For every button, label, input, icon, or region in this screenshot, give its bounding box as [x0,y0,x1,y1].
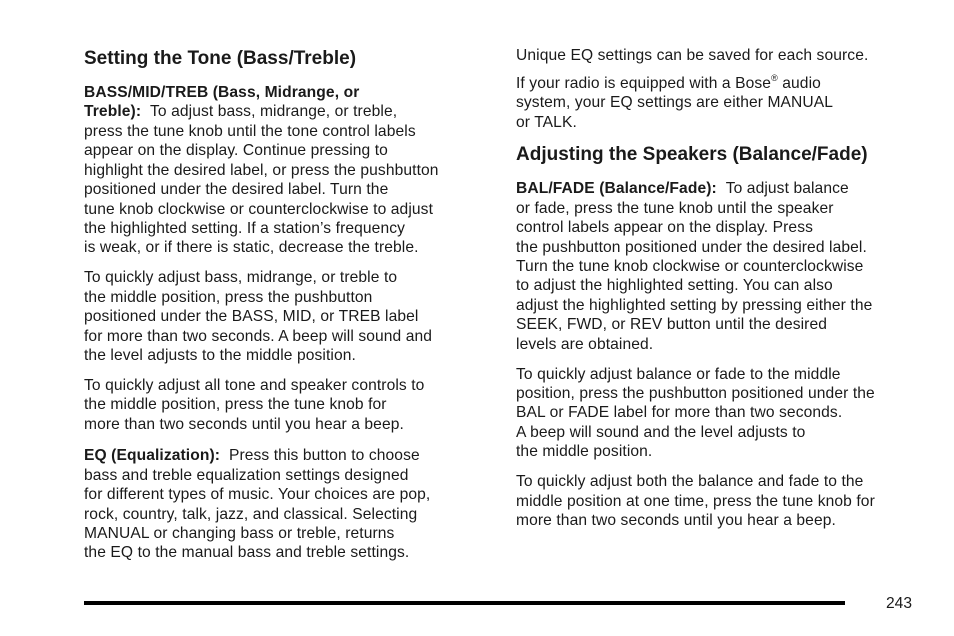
text-line: to adjust the highlighted setting. You can also [516,277,833,294]
term-bal-fade: BAL/FADE (Balance/Fade): [516,180,717,197]
text-line: highlight the desired label, or press the pushbutton [84,162,439,179]
text-line: levels are obtained. [516,336,654,353]
registered-mark: ® [771,73,778,83]
text-line: the pushbutton positioned under the desired label. [516,239,867,256]
text-line: positioned under the BASS, MID, or TREB label [84,308,419,325]
text-line: To quickly adjust balance or fade to the middle [516,366,841,383]
text-line: position, press the pushbutton positioned under the [516,385,875,402]
text-line: more than two seconds until you hear a beep. [516,512,836,529]
text-line: the middle position, press the pushbutton [84,289,373,306]
text-span: audio [777,75,821,92]
text-line: MANUAL or changing bass or treble, returns [84,525,395,542]
text-line: the level adjusts to the middle position. [84,347,356,364]
text-line [84,446,420,466]
text-line: appear on the display. Continue pressing to [84,142,388,159]
text-line: the middle position. [516,443,653,460]
page-number: 243 [886,595,913,612]
text-span: To adjust balance [725,180,849,197]
text-line: more than two seconds until you hear a beep. [84,416,404,433]
section-heading-tone: Setting the Tone (Bass/Treble) [84,48,357,69]
text-line [516,74,821,94]
text-line: A beep will sound and the level adjusts to [516,424,806,441]
text-line: or TALK. [516,114,577,131]
text-line: system, your EQ settings are either MANUAL [516,94,834,111]
text-line: positioned under the desired label. Turn the [84,181,389,198]
text-line: or fade, press the tune knob until the speaker [516,200,834,217]
text-line: BAL or FADE label for more than two seconds. [516,404,843,421]
term-eq: EQ (Equalization): [84,447,221,464]
text-line [516,179,849,199]
text-line [84,102,397,122]
text-line: tune knob clockwise or counterclockwise to adjust [84,201,433,218]
text-line: To quickly adjust both the balance and fade to the [516,473,864,490]
text-line: To quickly adjust all tone and speaker controls to [84,377,425,394]
text-line: for different types of music. Your choices are pop, [84,486,431,503]
text-line: press the tune knob until the tone control labels [84,123,416,140]
text-line: the highlighted setting. If a station’s frequency [84,220,406,237]
text-span: To adjust bass, midrange, or treble, [150,103,398,120]
text-span: Press this button to choose [228,447,420,464]
text-line: is weak, or if there is static, decrease the treble. [84,239,419,256]
text-line: To quickly adjust bass, midrange, or treble to [84,269,398,286]
footer-rule [84,601,845,605]
text-span: If your radio is equipped with a Bose [516,75,772,92]
section-heading-speakers: Adjusting the Speakers (Balance/Fade) [516,144,868,165]
text-line: middle position at one time, press the tune knob for [516,493,875,510]
text-line: rock, country, talk, jazz, and classical. Selecting [84,506,418,523]
text-line: adjust the highlighted setting by pressing either the [516,297,873,314]
term-bass-mid-treb: BASS/MID/TREB (Bass, Midrange, or [84,84,360,101]
term-treble: Treble): [84,103,142,120]
text-line: SEEK, FWD, or REV button until the desired [516,316,828,333]
text-line: Turn the tune knob clockwise or counterclockwise [516,258,864,275]
text-line: the middle position, press the tune knob for [84,396,387,413]
text-line: for more than two seconds. A beep will sound and [84,328,433,345]
text-line: bass and treble equalization settings designed [84,467,409,484]
text-line: Unique EQ settings can be saved for each source. [516,47,869,64]
text-line: control labels appear on the display. Press [516,219,813,236]
text-line: the EQ to the manual bass and treble settings. [84,544,410,561]
